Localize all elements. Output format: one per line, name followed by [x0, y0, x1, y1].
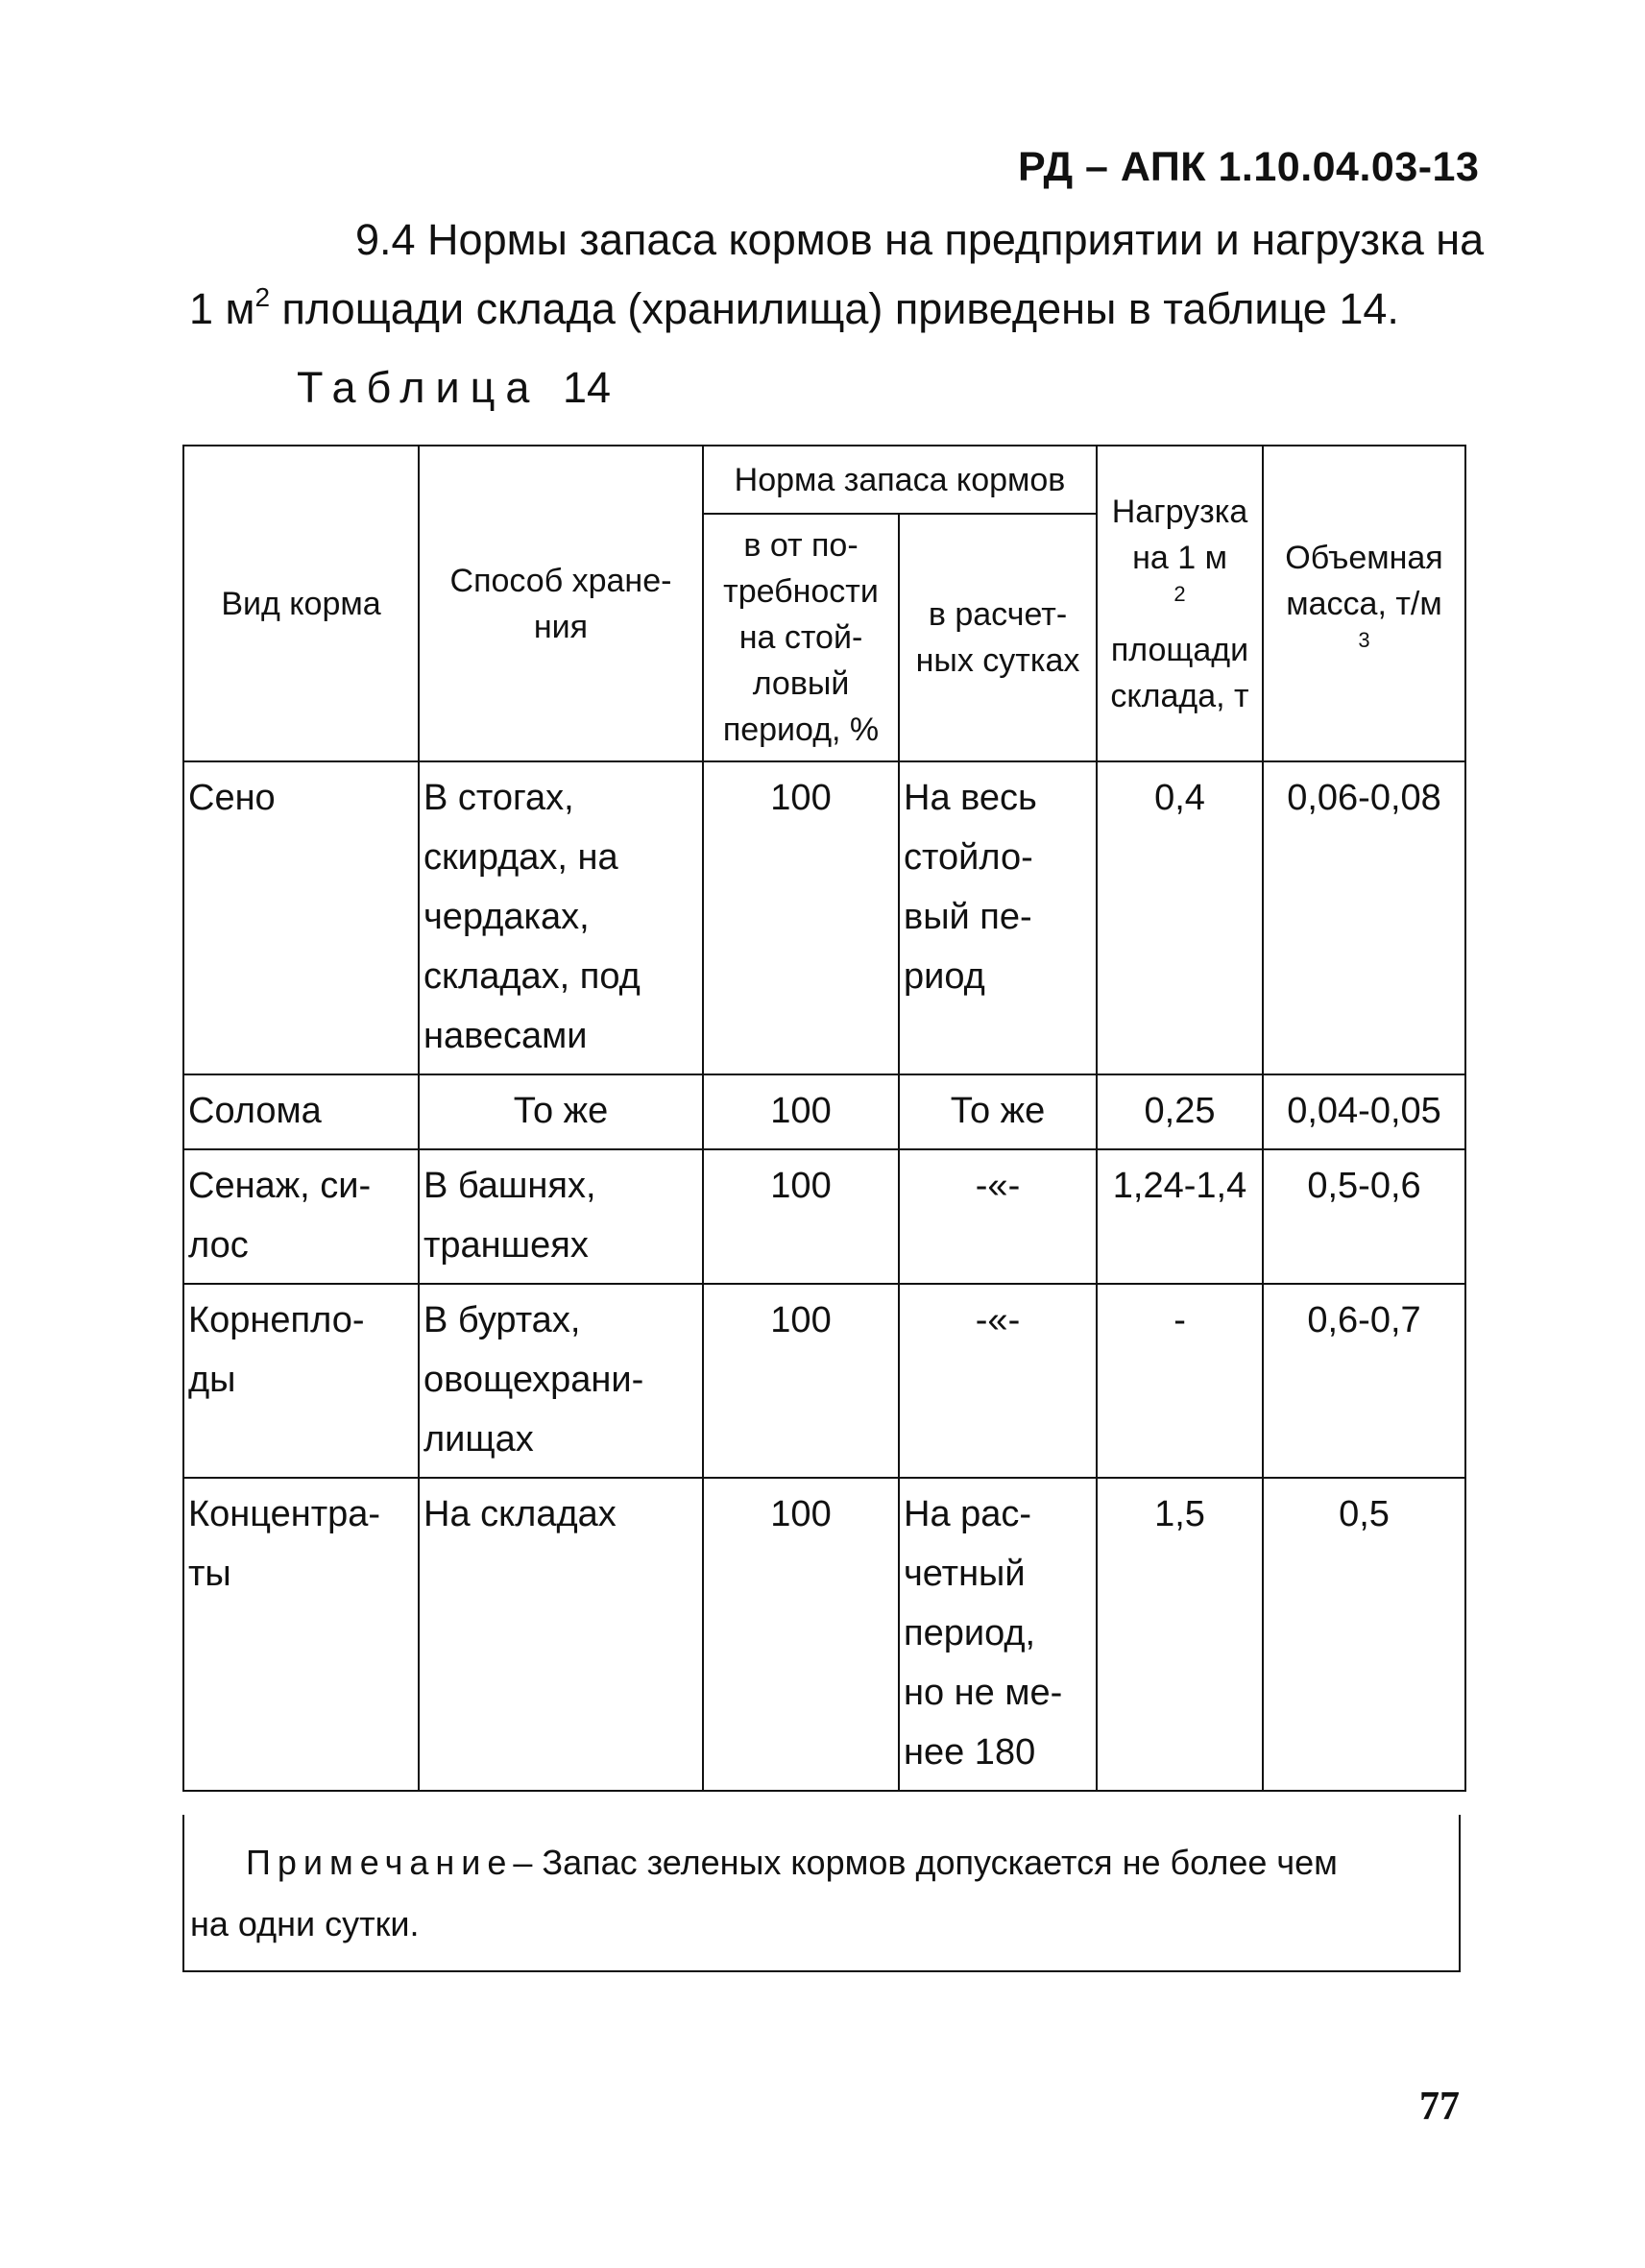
cell-density: 0,6-0,7 — [1263, 1284, 1465, 1478]
cell-density: 0,5-0,6 — [1263, 1149, 1465, 1284]
header-days-line: ных сутках — [915, 642, 1080, 679]
table-caption-number: 14 — [562, 363, 612, 412]
superscript: 2 — [254, 282, 271, 312]
cell-density: 0,5 — [1263, 1478, 1465, 1791]
header-stock-norm-group: Норма запаса кормов — [703, 446, 1097, 514]
note-text: – Запас зеленых кормов допускается не более чем — [513, 1843, 1338, 1882]
cell-feed — [183, 1284, 419, 1478]
header-pct-line: в от по- — [743, 527, 859, 564]
cell-load: 0,4 — [1097, 761, 1263, 1074]
cell-days: -«- — [899, 1149, 1097, 1284]
cell-line: ды — [188, 1360, 236, 1400]
cell-method: На складах — [419, 1478, 703, 1791]
cell-method: То же — [419, 1074, 703, 1149]
header-density-line: Объемная — [1285, 539, 1443, 576]
cell-line: траншеях — [423, 1225, 589, 1266]
cell-line: лищах — [423, 1419, 534, 1460]
intro-line-2 — [189, 280, 1399, 338]
header-pct-line: на стой- — [738, 619, 863, 656]
cell-load: - — [1097, 1284, 1263, 1478]
cell-method — [419, 1284, 703, 1478]
header-load-unit: на 1 м — [1132, 539, 1227, 576]
table-row — [183, 761, 1465, 1074]
note-text-continued: на одни сутки. — [190, 1904, 420, 1943]
cell-method — [419, 761, 703, 1074]
cell-feed: Солома — [183, 1074, 419, 1149]
cell-feed — [183, 1478, 419, 1791]
cell-line: овощехрани- — [423, 1360, 644, 1400]
cell-line: На весь — [904, 778, 1037, 818]
superscript: 2 — [1173, 581, 1186, 606]
cell-line: скирдах, на — [423, 837, 618, 878]
header-load — [1097, 446, 1263, 761]
table-row — [183, 1149, 1465, 1284]
cell-pct: 100 — [703, 1074, 899, 1149]
feed-storage-table — [182, 445, 1466, 1792]
cell-line: риод — [904, 956, 985, 997]
cell-line: нее 180 — [904, 1732, 1036, 1773]
cell-load: 1,24-1,4 — [1097, 1149, 1263, 1284]
cell-line: В буртах, — [423, 1300, 581, 1340]
cell-load: 1,5 — [1097, 1478, 1263, 1791]
header-density-line — [1268, 581, 1461, 673]
header-feed-type: Вид корма — [183, 446, 419, 761]
cell-line: складах, под — [423, 956, 641, 997]
table-caption-label: Таблица — [297, 363, 541, 412]
header-days-line: в расчет- — [928, 596, 1068, 633]
document-code: РД – АПК 1.10.04.03-13 — [1018, 144, 1480, 190]
cell-line: Концентра- — [188, 1494, 381, 1534]
cell-pct: 100 — [703, 1478, 899, 1791]
cell-method — [419, 1149, 703, 1284]
header-load-line: склада, т — [1110, 677, 1249, 714]
header-load-line: площади — [1110, 631, 1249, 668]
cell-days — [899, 1478, 1097, 1791]
page-number: 77 — [1419, 2085, 1460, 2129]
header-pct-need — [703, 514, 899, 761]
cell-line: В башнях, — [423, 1166, 596, 1206]
header-storage-method-line: ния — [533, 608, 589, 645]
cell-line: стойло- — [904, 837, 1033, 878]
cell-line: Сенаж, си- — [188, 1166, 372, 1206]
superscript: 3 — [1358, 627, 1370, 652]
intro-line-1: 9.4 Нормы запаса кормов на предприятии и нагрузка на — [355, 215, 1485, 264]
header-pct-line: ловый — [752, 665, 850, 702]
table-note — [182, 1815, 1461, 1972]
cell-line: навесами — [423, 1016, 588, 1056]
intro-line-2-end: площади склада (хранилища) приведены в таблице 14. — [270, 284, 1399, 333]
cell-line: но не ме- — [904, 1673, 1063, 1713]
cell-days: -«- — [899, 1284, 1097, 1478]
cell-line: вый пе- — [904, 897, 1032, 937]
cell-line: период, — [904, 1613, 1036, 1653]
header-days — [899, 514, 1097, 761]
cell-line: В стогах, — [423, 778, 574, 818]
header-density — [1263, 446, 1465, 761]
cell-load: 0,25 — [1097, 1074, 1263, 1149]
table-caption — [297, 363, 611, 413]
cell-pct: 100 — [703, 761, 899, 1074]
cell-pct: 100 — [703, 1149, 899, 1284]
header-storage-method — [419, 446, 703, 761]
cell-line: Корнепло- — [188, 1300, 365, 1340]
cell-pct: 100 — [703, 1284, 899, 1478]
cell-density: 0,04-0,05 — [1263, 1074, 1465, 1149]
table-row — [183, 1478, 1465, 1791]
cell-density: 0,06-0,08 — [1263, 761, 1465, 1074]
header-pct-line: требности — [723, 573, 879, 610]
table-row — [183, 1074, 1465, 1149]
cell-feed: Сено — [183, 761, 419, 1074]
cell-line: ты — [188, 1554, 231, 1594]
cell-line: лос — [188, 1225, 249, 1266]
header-density-unit: масса, т/м — [1286, 585, 1442, 622]
cell-line: четный — [904, 1554, 1026, 1594]
note-lead: Примечание — [246, 1843, 514, 1882]
header-load-line — [1101, 535, 1258, 627]
cell-line: На рас- — [904, 1494, 1032, 1534]
cell-days — [899, 761, 1097, 1074]
cell-days: То же — [899, 1074, 1097, 1149]
intro-line-2-start: 1 м — [189, 284, 255, 333]
cell-line: чердаках, — [423, 897, 590, 937]
table-row — [183, 1284, 1465, 1478]
header-storage-method-line: Способ хране- — [449, 562, 672, 599]
cell-feed — [183, 1149, 419, 1284]
header-pct-line: период, % — [722, 712, 880, 748]
header-load-line: Нагрузка — [1111, 493, 1248, 530]
